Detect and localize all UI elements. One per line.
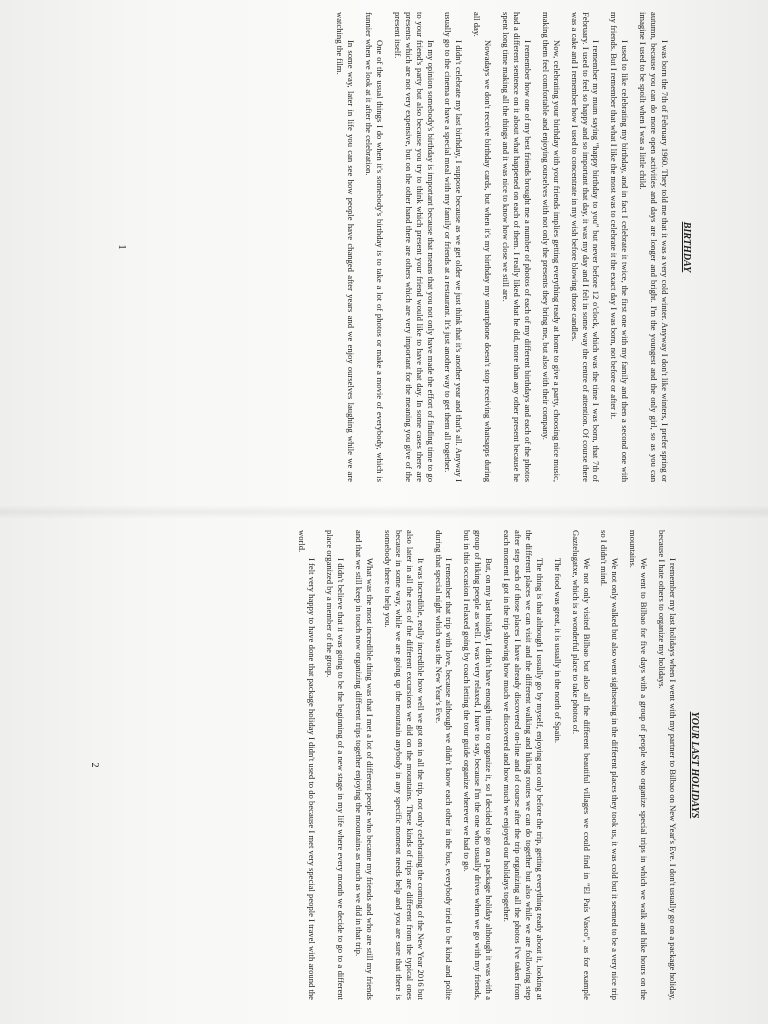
essay-body (296, 530, 678, 1000)
paragraph: I remember my mum saying "happy birthday to you" but never before 12 o'clock, which was the time I was born, that 7th of February. I used to feel so happy and so important that day, it was my day and I felt in some way the centre of attention. Of course there was a cake and I remember how I used to concentrate in my wish before blowing those candles. (569, 12, 602, 482)
page-title: YOUR LAST HOLIDAYS (689, 711, 700, 819)
paragraph: We not only walked but also went sightseeing in the different places they took us, it was cold but it seemed to be a very nice trip so I didn't mind. (599, 530, 621, 1000)
paragraph: Nowadays we don't receive birthday cards, but when it's my birthday my smartphone doesn't stop receiving whatsapps during all day. (472, 12, 494, 482)
page-title: BIRTHDAY (681, 221, 692, 273)
paragraph: I remember my last holidays when I went with my partner to Bilbao on New Year's Eve. I don't usually go on a package holiday, because I hate others to organize my holidays. (657, 530, 678, 1000)
paragraph: In my opinion somebody's birthday is important because that means that you not only have made the effort of finding time to go to your friend's party but also because you try to think which present your friend would like to have that day. In some cases there are presents which are not very expensive, but on the other hand there are others which are very important for the meaning you give of the present itself. (392, 12, 436, 482)
paragraph: I didn't believe that it was going to be the beginning of a new stage in my life where every month we decide to go to a different place organized by a member of the group. (325, 530, 347, 1000)
paragraph: We went to Bilbao for five days with a group of people who organize special trips in which we walk and hike hours on the mountains. (628, 530, 650, 1000)
page-number: 1 (116, 244, 127, 250)
paragraph: I didn't celebrate my last birthday, I suppose because as we get older we just think that it's another year and that's all. Anyway I usually go to the cinema or have a special meal with my family or friends at a restaurant. It's just another way to get them all together. (443, 12, 465, 482)
paragraph: What was the most incredible thing was that I met a lot of different people who became my friends and who are still my friends and that we still keep in touch now organizing different trips together enjoying the mountains as much as we did in that trip. (354, 530, 376, 1000)
paragraph: We not only visited Bilbao but also all the different beautiful villages we could find in "El País Vasco", as for example Gaztelugatxe, which is a wonderful place to take photos of. (570, 530, 592, 1000)
paragraph: The thing is that although I usually go by myself, enjoying not only before the trip, getting everything ready about it, looking at the different places we can visit and the different walking and hiking routes we can do together but also while we are following step after step each of those places I have already discovered on-line and of course after the trip organizing all the photos I've taken from each moment I got in the trip showing how much we discovered and how much we enjoyed our holidays together. (502, 530, 545, 1000)
page-birthday (72, 12, 692, 482)
paragraph: In some way, later in life you can see how people have changed after years and we enjoy ourselves laughing while we are watching the film. (335, 12, 357, 482)
paragraph: I used to like celebrating my birthday, and in fact I celebrate it twice, the first one with my family and then a second one with my friends. But I remember that what I like the most was to celebrate it the exact day I was born, not before or after it. (609, 12, 631, 482)
paragraph: I remember how one of my best friends brought me a number of photos of each of my different birthdays and each of the photos had a different sentence on it about what happened on each of them. I really liked what he did, more than any other present because he spent long time making all the things and it was nice to know how close we still are. (501, 12, 533, 482)
paragraph: I was born the 7th of February 1960. They told me that it was a very cold winter. Anyway I don't like winters, I prefer spring or autumn, because you can do more open activities and days are longer and bright. I'm the youngest and the only girl, so as you can imagine I used to be spoilt when I was a little child. (638, 12, 670, 482)
page-fold-shadow (0, 505, 768, 519)
paragraph: I remember that trip with love, because although we didn't know each other in the bus, everybody tried to be kind and polite during that special night which was the New Year's Eve. (433, 530, 455, 1000)
page-last-holidays (80, 530, 700, 1000)
paragraph: I felt very happy to have done that package holiday I didn't used to do because I met very special people I travel with around the world. (296, 530, 318, 1000)
paragraph: But, on my last holiday, I didn't have enough time to organize it, so I decided to go on a package holiday although it was with a group of hiking people as well. I was very relaxed, I have to say, because I'm the one who usually drives when we go with my friends, but in this occasion I relaxed going by coach letting the tour guide organize wherever we had to go. (462, 530, 495, 1000)
paragraph: One of the usual things I do when it's somebody's birthday is to take a lot of photos or make a movie of everybody, which is funnier when we look at it after the celebration. (364, 12, 385, 482)
essay-body (334, 12, 670, 482)
page-number: 2 (89, 762, 100, 768)
paragraph: It was incredible, really incredible how well we got on in all the trip, not only celebrating the coming of the New Year 2016 but also later in all the rest of the different excursions we did on the mountains. These kinds of trips are different from the typical ones because in some way, while we are going up the mountain anybody in any specific moment needs help and you are sure that there is somebody there to help you. (382, 530, 426, 1000)
paragraph: The food was great, it is usually in the north of Spain. (552, 558, 563, 743)
paragraph: Now, celebrating your birthday with your friends implies getting everything ready at home to give a party, choosing nice music, making them feel comfortable and enjoying ourselves with not only the presents they bring me, but also with their company. (540, 12, 562, 482)
